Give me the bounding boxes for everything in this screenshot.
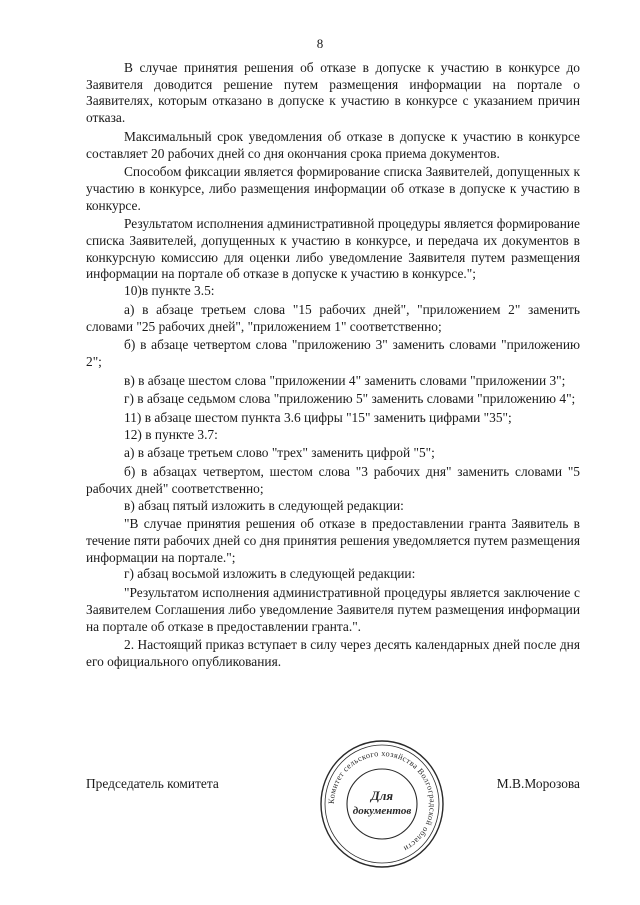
paragraph: "В случае принятия решения об отказе в предоставлении гранта Заявитель в течение пяти рабочих дней со дня принятия решения уведомляется путем размещения информации на портале."; — [86, 516, 580, 565]
paragraph: а) в абзаце третьем слова "15 рабочих дней", "приложением 2" заменить словами "25 рабочих дней", "приложением 1" соответственно; — [86, 301, 580, 334]
paragraph: 11) в абзаце шестом пункта 3.6 цифры "15" заменить цифрами "35"; — [124, 410, 512, 426]
document-body — [86, 60, 580, 671]
paragraph: В случае принятия решения об отказе в допуске к участию в конкурсе до Заявителя доводится решение путем размещения информации на портале о Заявителях, которым отказано в допуске к участию в конкурсе с указанием причин отказа. — [86, 60, 580, 126]
paragraph: 10)в пункте 3.5: — [124, 283, 215, 299]
stamp-line-1: Для — [370, 788, 394, 803]
paragraph: а) в абзаце третьем слово "трех" заменить цифрой "5"; — [124, 445, 435, 461]
stamp-line-2: документов — [352, 805, 412, 817]
paragraph: 12) в пункте 3.7: — [124, 426, 218, 442]
paragraph: 2. Настоящий приказ вступает в силу через десять календарных дней после дня его официального опубликования. — [86, 637, 580, 669]
paragraph: Результатом исполнения административной процедуры является формирование списка Заявителей, допущенных к участию в конкурсе, и передача их документов в конкурсную комиссию для оценки либо уведомление Заявителя путем размещения информации на портале об отказе в допуске к участию в конкурсе."; — [86, 216, 580, 282]
paragraph: в) абзац пятый изложить в следующей редакции: — [124, 497, 404, 513]
paragraph: Максимальный срок уведомления об отказе в допуске к участию в конкурсе составляет 20 рабочих дней со дня окончания срока приема документов. — [86, 128, 580, 161]
signer-title: Председатель комитета — [86, 776, 219, 791]
signer-name: М.В.Морозова — [496, 776, 580, 791]
paragraph: г) в абзаце седьмом слова "приложению 5" заменить словами "приложению 4"; — [124, 391, 576, 407]
stamp-ring-text: Комитет сельского хозяйства Волгоградской области — [326, 748, 438, 854]
paragraph: б) в абзаце четвертом слова "приложению 3" заменить словами "приложению 2"; — [86, 337, 580, 369]
paragraph: "Результатом исполнения административной процедуры является заключение с Заявителем Соглашения либо уведомление Заявителя путем размещения информации на портале об отказе в предоставлении гранта.". — [86, 585, 580, 634]
official-stamp — [318, 738, 446, 870]
page-number: 8 — [316, 36, 324, 51]
paragraph: Способом фиксации является формирование списка Заявителей, допущенных к участию в конкурсе, либо размещения информации об отказе в допуске к участию в конкурсе. — [86, 164, 580, 213]
paragraph: г) абзац восьмой изложить в следующей редакции: — [124, 566, 416, 582]
paragraph: в) в абзаце шестом слова "приложении 4" заменить словами "приложении 3"; — [124, 372, 566, 388]
paragraph: б) в абзацах четвертом, шестом слова "3 рабочих дня" заменить словами "5 рабочих дней" соответственно; — [86, 464, 580, 496]
